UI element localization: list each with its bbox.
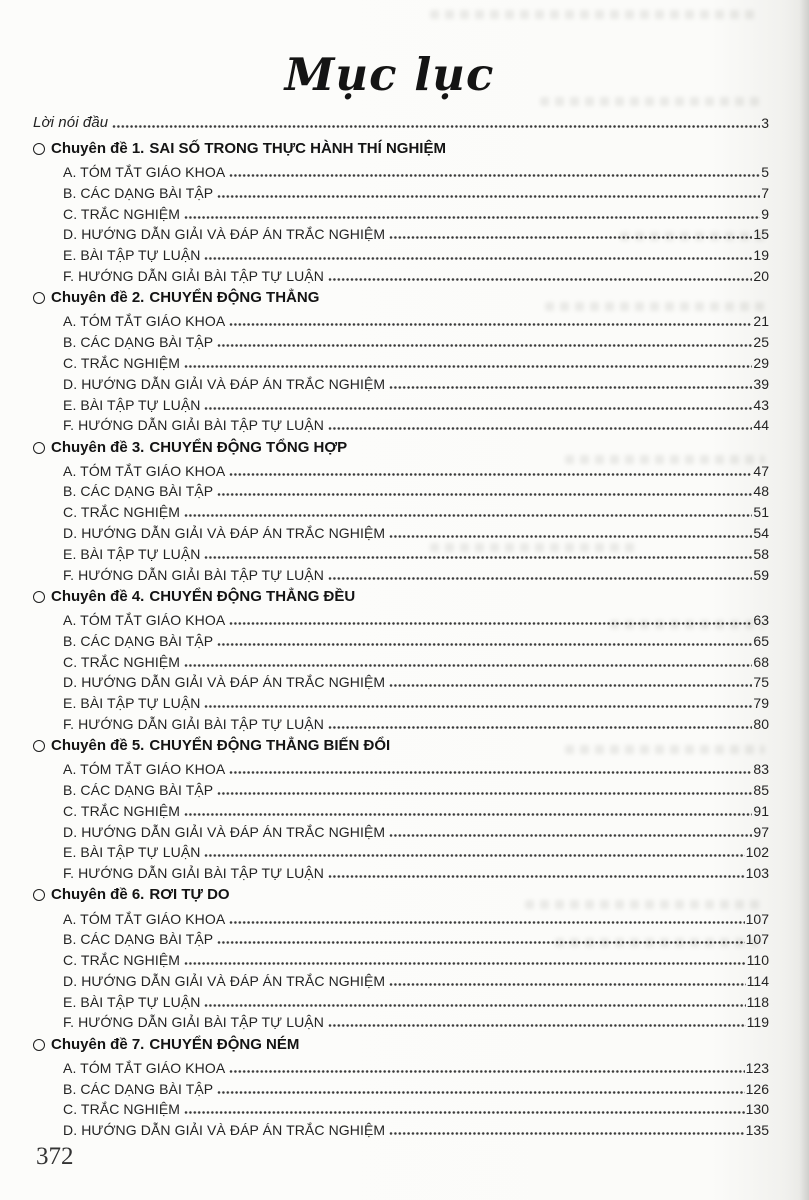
toc-item-page: 29 bbox=[753, 354, 769, 371]
toc-item-page: 54 bbox=[753, 525, 769, 542]
toc-item-page: 51 bbox=[753, 504, 769, 521]
dot-leader bbox=[229, 472, 752, 477]
dot-leader bbox=[389, 982, 746, 987]
toc-item-page: 103 bbox=[745, 865, 769, 882]
toc-item-page: 75 bbox=[753, 674, 769, 691]
toc-item bbox=[33, 263, 769, 284]
page-title: Mục lục bbox=[284, 48, 495, 101]
toc-item-label: E. BÀI TẬP TỰ LUẬN bbox=[63, 844, 201, 861]
toc-item-label: D. HƯỚNG DẪN GIẢI VÀ ĐÁP ÁN TRẮC NGHIỆM bbox=[63, 1122, 386, 1139]
dot-leader bbox=[204, 853, 744, 858]
dot-leader bbox=[184, 812, 752, 817]
dot-leader bbox=[229, 920, 744, 925]
toc-intro-label: Lời nói đầu bbox=[33, 113, 109, 131]
toc-item-page: 79 bbox=[753, 695, 769, 712]
toc-item-label: D. HƯỚNG DẪN GIẢI VÀ ĐÁP ÁN TRẮC NGHIỆM bbox=[63, 375, 386, 392]
toc-section-5 bbox=[33, 735, 769, 881]
dot-leader bbox=[229, 770, 752, 775]
toc-item bbox=[33, 392, 769, 413]
toc-item bbox=[33, 628, 769, 649]
toc-item-label: C. TRẮC NGHIỆM bbox=[63, 1101, 181, 1118]
toc-item-label: D. HƯỚNG DẪN GIẢI VÀ ĐÁP ÁN TRẮC NGHIỆM bbox=[63, 823, 386, 840]
section-header bbox=[33, 735, 769, 757]
toc-item-label: D. HƯỚNG DẪN GIẢI VÀ ĐÁP ÁN TRẮC NGHIỆM bbox=[63, 525, 386, 542]
dot-leader bbox=[389, 683, 752, 688]
toc-item bbox=[33, 947, 769, 968]
circle-bullet-icon bbox=[33, 889, 45, 901]
toc-item-page: 97 bbox=[753, 823, 769, 840]
toc-item bbox=[33, 756, 769, 777]
dot-leader bbox=[184, 364, 752, 369]
toc-item-label: F. HƯỚNG DẪN GIẢI BÀI TẬP TỰ LUẬN bbox=[63, 268, 324, 285]
dot-leader bbox=[389, 385, 752, 390]
toc-item bbox=[33, 798, 769, 819]
toc-section-2 bbox=[33, 287, 769, 433]
dot-leader bbox=[389, 235, 752, 240]
section-title: CHUYỂN ĐỘNG THẲNG BIẾN ĐỔI bbox=[149, 737, 391, 755]
dot-leader bbox=[184, 513, 752, 518]
toc-item bbox=[33, 711, 769, 732]
toc-item-label: A. TÓM TẮT GIÁO KHOA bbox=[63, 761, 226, 778]
dot-leader bbox=[184, 215, 760, 220]
toc-item-page: 135 bbox=[745, 1122, 769, 1139]
toc-item bbox=[33, 309, 769, 330]
toc-item-label: B. CÁC DẠNG BÀI TẬP bbox=[63, 483, 214, 500]
dot-leader bbox=[328, 725, 752, 730]
toc-item-page: 63 bbox=[753, 611, 769, 628]
toc-item bbox=[33, 777, 769, 798]
toc-item-page: 130 bbox=[745, 1101, 769, 1118]
toc-item-label: B. CÁC DẠNG BÀI TẬP bbox=[63, 184, 214, 201]
section-number: Chuyên đề 1. bbox=[51, 140, 145, 158]
toc-item-page: 119 bbox=[746, 1014, 769, 1031]
bleed-through-artifact bbox=[430, 10, 760, 19]
circle-bullet-icon bbox=[33, 740, 45, 752]
toc-item-page: 107 bbox=[745, 910, 769, 927]
toc-item bbox=[33, 371, 769, 392]
toc-section-1 bbox=[33, 138, 769, 284]
toc-item bbox=[33, 819, 769, 840]
dot-leader bbox=[389, 534, 752, 539]
toc-item bbox=[33, 690, 769, 711]
dot-leader bbox=[328, 576, 752, 581]
toc-item bbox=[33, 860, 769, 881]
toc-item bbox=[33, 180, 769, 201]
toc-item bbox=[33, 458, 769, 479]
toc-item-label: C. TRẮC NGHIỆM bbox=[63, 504, 181, 521]
dot-leader bbox=[204, 704, 752, 709]
toc-item bbox=[33, 350, 769, 371]
toc-item-page: 85 bbox=[753, 782, 769, 799]
toc-intro-row bbox=[33, 110, 769, 131]
toc-item bbox=[33, 479, 769, 500]
section-number: Chuyên đề 6. bbox=[51, 886, 145, 904]
toc-section-3 bbox=[33, 436, 769, 582]
section-title: CHUYỂN ĐỘNG THẲNG bbox=[149, 289, 320, 307]
section-title: SAI SỐ TRONG THỰC HÀNH THÍ NGHIỆM bbox=[149, 140, 446, 158]
toc-item bbox=[33, 968, 769, 989]
toc-item-label: A. TÓM TẮT GIÁO KHOA bbox=[63, 910, 226, 927]
dot-leader bbox=[112, 124, 760, 129]
toc-item-label: B. CÁC DẠNG BÀI TẬP bbox=[63, 334, 214, 351]
toc-item-label: F. HƯỚNG DẪN GIẢI BÀI TẬP TỰ LUẬN bbox=[63, 715, 324, 732]
toc-item-page: 110 bbox=[746, 952, 769, 969]
dot-leader bbox=[328, 1023, 746, 1028]
toc-item-label: A. TÓM TẮT GIÁO KHOA bbox=[63, 313, 226, 330]
toc-item-page: 102 bbox=[745, 844, 769, 861]
toc-content bbox=[33, 110, 769, 1138]
toc-item bbox=[33, 242, 769, 263]
toc-item-page: 44 bbox=[753, 417, 769, 434]
toc-item-page: 19 bbox=[753, 247, 769, 264]
toc-item-page: 91 bbox=[753, 802, 769, 819]
section-title: CHUYỂN ĐỘNG THẲNG ĐỀU bbox=[149, 587, 356, 605]
toc-item-label: C. TRẮC NGHIỆM bbox=[63, 354, 181, 371]
dot-leader bbox=[204, 406, 752, 411]
dot-leader bbox=[389, 1131, 744, 1136]
dot-leader bbox=[204, 256, 752, 261]
dot-leader bbox=[217, 940, 744, 945]
toc-item-page: 123 bbox=[745, 1059, 769, 1076]
page-number: 372 bbox=[36, 1143, 74, 1170]
toc-item bbox=[33, 201, 769, 222]
toc-item-label: D. HƯỚNG DẪN GIẢI VÀ ĐÁP ÁN TRẮC NGHIỆM bbox=[63, 674, 386, 691]
section-number: Chuyên đề 4. bbox=[51, 587, 145, 605]
toc-item bbox=[33, 649, 769, 670]
toc-item-page: 107 bbox=[745, 931, 769, 948]
toc-item bbox=[33, 159, 769, 180]
toc-item-label: B. CÁC DẠNG BÀI TẬP bbox=[63, 1080, 214, 1097]
toc-item-page: 20 bbox=[753, 268, 769, 285]
section-title: RƠI TỰ DO bbox=[149, 886, 230, 904]
toc-item-page: 114 bbox=[746, 972, 769, 989]
toc-item-page: 65 bbox=[753, 632, 769, 649]
toc-item-label: C. TRẮC NGHIỆM bbox=[63, 653, 181, 670]
toc-item-page: 58 bbox=[753, 545, 769, 562]
toc-section-6 bbox=[33, 884, 769, 1030]
toc-item-page: 83 bbox=[753, 761, 769, 778]
toc-item-label: E. BÀI TẬP TỰ LUẬN bbox=[63, 396, 201, 413]
dot-leader bbox=[217, 791, 752, 796]
toc-item-page: 9 bbox=[761, 205, 769, 222]
dot-leader bbox=[217, 343, 752, 348]
toc-item-page: 39 bbox=[753, 375, 769, 392]
dot-leader bbox=[229, 322, 752, 327]
toc-item-label: C. TRẮC NGHIỆM bbox=[63, 952, 181, 969]
toc-item-page: 59 bbox=[753, 566, 769, 583]
toc-item-label: B. CÁC DẠNG BÀI TẬP bbox=[63, 782, 214, 799]
circle-bullet-icon bbox=[33, 292, 45, 304]
toc-item bbox=[33, 989, 769, 1010]
toc-item bbox=[33, 607, 769, 628]
toc-item bbox=[33, 562, 769, 583]
section-header bbox=[33, 138, 769, 160]
toc-item-page: 21 bbox=[753, 313, 769, 330]
section-header bbox=[33, 287, 769, 309]
toc-item-label: E. BÀI TẬP TỰ LUẬN bbox=[63, 545, 201, 562]
toc-item bbox=[33, 840, 769, 861]
section-title: CHUYỂN ĐỘNG TỔNG HỢP bbox=[149, 438, 348, 456]
dot-leader bbox=[217, 642, 752, 647]
toc-item bbox=[33, 329, 769, 350]
toc-item-page: 48 bbox=[753, 483, 769, 500]
circle-bullet-icon bbox=[33, 442, 45, 454]
section-header bbox=[33, 436, 769, 458]
toc-item-page: 68 bbox=[753, 653, 769, 670]
toc-intro-page: 3 bbox=[761, 114, 769, 131]
dot-leader bbox=[328, 277, 752, 282]
circle-bullet-icon bbox=[33, 143, 45, 155]
toc-item-label: F. HƯỚNG DẪN GIẢI BÀI TẬP TỰ LUẬN bbox=[63, 865, 324, 882]
toc-item-label: B. CÁC DẠNG BÀI TẬP bbox=[63, 632, 214, 649]
toc-item-label: F. HƯỚNG DẪN GIẢI BÀI TẬP TỰ LUẬN bbox=[63, 417, 324, 434]
toc-item-label: A. TÓM TẮT GIÁO KHOA bbox=[63, 611, 226, 628]
dot-leader bbox=[184, 1110, 745, 1115]
toc-item bbox=[33, 927, 769, 948]
dot-leader bbox=[184, 663, 752, 668]
toc-item bbox=[33, 906, 769, 927]
toc-item bbox=[33, 520, 769, 541]
toc-section-4 bbox=[33, 586, 769, 732]
section-header bbox=[33, 586, 769, 608]
toc-item-label: C. TRẮC NGHIỆM bbox=[63, 205, 181, 222]
toc-item-label: C. TRẮC NGHIỆM bbox=[63, 802, 181, 819]
toc-item bbox=[33, 541, 769, 562]
circle-bullet-icon bbox=[33, 591, 45, 603]
toc-item-label: F. HƯỚNG DẪN GIẢI BÀI TẬP TỰ LUẬN bbox=[63, 566, 324, 583]
toc-item bbox=[33, 1010, 769, 1031]
section-header bbox=[33, 884, 769, 906]
toc-item-label: F. HƯỚNG DẪN GIẢI BÀI TẬP TỰ LUẬN bbox=[63, 1014, 324, 1031]
toc-item-label: A. TÓM TẮT GIÁO KHOA bbox=[63, 1059, 226, 1076]
section-number: Chuyên đề 5. bbox=[51, 737, 145, 755]
dot-leader bbox=[217, 194, 760, 199]
toc-item-label: E. BÀI TẬP TỰ LUẬN bbox=[63, 247, 201, 264]
dot-leader bbox=[184, 961, 746, 966]
section-number: Chuyên đề 2. bbox=[51, 289, 145, 307]
section-number: Chuyên đề 7. bbox=[51, 1035, 145, 1053]
dot-leader bbox=[217, 1090, 744, 1095]
section-header bbox=[33, 1033, 769, 1055]
toc-item bbox=[33, 1097, 769, 1118]
dot-leader bbox=[328, 874, 745, 879]
toc-item-label: E. BÀI TẬP TỰ LUẬN bbox=[63, 695, 201, 712]
dot-leader bbox=[217, 492, 752, 497]
toc-item-label: E. BÀI TẬP TỰ LUẬN bbox=[63, 993, 201, 1010]
toc-item bbox=[33, 1076, 769, 1097]
dot-leader bbox=[328, 426, 752, 431]
toc-item-label: B. CÁC DẠNG BÀI TẬP bbox=[63, 931, 214, 948]
toc-item bbox=[33, 413, 769, 434]
toc-item-label: A. TÓM TẮT GIÁO KHOA bbox=[63, 164, 226, 181]
toc-item bbox=[33, 222, 769, 243]
toc-item bbox=[33, 1055, 769, 1076]
toc-item bbox=[33, 499, 769, 520]
section-title: CHUYỂN ĐỘNG NÉM bbox=[149, 1035, 300, 1053]
toc-item-page: 80 bbox=[753, 715, 769, 732]
toc-item-label: A. TÓM TẮT GIÁO KHOA bbox=[63, 462, 226, 479]
section-number: Chuyên đề 3. bbox=[51, 438, 145, 456]
toc-item bbox=[33, 670, 769, 691]
dot-leader bbox=[229, 621, 752, 626]
toc-item-label: D. HƯỚNG DẪN GIẢI VÀ ĐÁP ÁN TRẮC NGHIỆM bbox=[63, 226, 386, 243]
dot-leader bbox=[229, 173, 760, 178]
circle-bullet-icon bbox=[33, 1039, 45, 1051]
dot-leader bbox=[204, 555, 752, 560]
toc-item-page: 15 bbox=[753, 226, 769, 243]
dot-leader bbox=[229, 1069, 744, 1074]
toc-item-page: 5 bbox=[761, 164, 769, 181]
toc-item-page: 43 bbox=[753, 396, 769, 413]
dot-leader bbox=[389, 833, 752, 838]
toc-item-page: 7 bbox=[761, 184, 769, 201]
toc-item-page: 25 bbox=[753, 334, 769, 351]
toc-item-label: D. HƯỚNG DẪN GIẢI VÀ ĐÁP ÁN TRẮC NGHIỆM bbox=[63, 972, 386, 989]
dot-leader bbox=[204, 1003, 745, 1008]
toc-item bbox=[33, 1117, 769, 1138]
toc-item-page: 47 bbox=[753, 462, 769, 479]
toc-item-page: 118 bbox=[746, 993, 769, 1010]
toc-section-7 bbox=[33, 1033, 769, 1138]
toc-item-page: 126 bbox=[745, 1080, 769, 1097]
